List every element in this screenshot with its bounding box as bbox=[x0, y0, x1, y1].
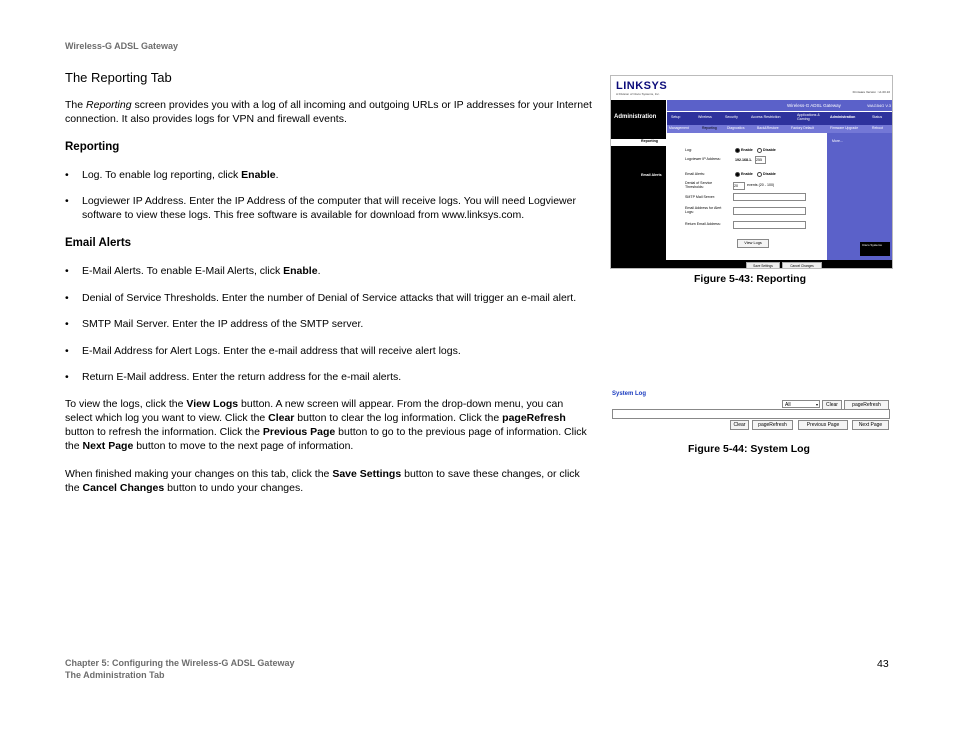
log-label: Log: bbox=[685, 148, 692, 152]
more-link[interactable]: More... bbox=[832, 139, 843, 143]
tab-applications-gaming[interactable]: Applications & Gaming bbox=[797, 113, 820, 121]
dos-hint: events (20 - 100) bbox=[747, 183, 775, 187]
email-disable-label: Disable bbox=[763, 172, 776, 176]
cancel-changes-button[interactable]: Cancel Changes bbox=[782, 262, 822, 269]
tab-administration[interactable]: Administration bbox=[830, 115, 856, 119]
finish-paragraph: When finished making your changes on this tab, click the Save Settings button to save these changes, or click the Cancel Changes button to undo your changes. bbox=[65, 468, 580, 494]
tab-access-restriction[interactable]: Access Restriction bbox=[751, 115, 781, 119]
dos-label: Denial of Service Thresholds: bbox=[685, 181, 713, 189]
subtab-backup-restore[interactable]: Back&Restore bbox=[757, 126, 779, 130]
linksys-logo: LINKSYS bbox=[616, 80, 668, 92]
log-type-select[interactable]: All ▾ bbox=[782, 400, 820, 408]
settings-form bbox=[667, 136, 827, 260]
section-name: Administration bbox=[614, 114, 657, 120]
view-logs-paragraph: To view the logs, click the View Logs button. A new screen will appear. From the drop-down menu, you can select which log you want to view. Click the Clear button to clear the log information. Click the pageRefresh button to refresh the information. Click the Previous Page button to go to the previous page of information. Click the Next Page button to move to the next page of information. bbox=[65, 398, 587, 452]
product-bar bbox=[667, 100, 893, 111]
email-alerts-heading: Email Alerts bbox=[65, 237, 132, 249]
clear-button[interactable]: Clear bbox=[822, 400, 842, 410]
figure-caption: Figure 5-44: System Log bbox=[688, 443, 810, 455]
reporting-section-label: Reporting bbox=[611, 139, 666, 146]
logviewer-prefix: 192.168.1. bbox=[735, 158, 752, 162]
main-tabs bbox=[667, 112, 893, 125]
view-logs-button[interactable]: View Logs bbox=[737, 239, 769, 248]
log-enable-label: Enable bbox=[741, 148, 753, 152]
tab-setup[interactable]: Setup bbox=[671, 115, 681, 119]
page-refresh-button[interactable]: pageRefresh bbox=[752, 420, 793, 430]
help-panel bbox=[827, 133, 893, 260]
log-output-box bbox=[612, 409, 890, 419]
save-settings-button[interactable]: Save Settings bbox=[746, 262, 780, 269]
subtab-reporting[interactable]: Reporting bbox=[702, 126, 717, 130]
subtab-firmware-upgrade[interactable]: Firmware Upgrade bbox=[830, 126, 859, 130]
tab-security[interactable]: Security bbox=[725, 115, 738, 119]
firmware-version: Firmware Version : v1.00.10 bbox=[852, 90, 890, 94]
gateway-model: WAG54G V.3 bbox=[867, 103, 891, 108]
cisco-logo: Cisco Systems bbox=[860, 242, 890, 256]
tab-wireless[interactable]: Wireless bbox=[698, 115, 712, 119]
email-alerts-label: Email Alerts: bbox=[685, 172, 705, 176]
next-page-button[interactable]: Next Page bbox=[852, 420, 889, 430]
log-enable-radio[interactable] bbox=[735, 148, 740, 153]
alert-email-input[interactable] bbox=[733, 207, 806, 215]
alert-email-label: Email Address for Alert Logs: bbox=[685, 206, 722, 214]
subtab-diagnostics[interactable]: Diagnostics bbox=[727, 126, 745, 130]
footer: Chapter 5: Configuring the Wireless-G ADSL Gateway The Administration Tab bbox=[65, 658, 295, 680]
page-number: 43 bbox=[877, 658, 889, 670]
reporting-screenshot bbox=[610, 75, 893, 269]
subtab-reboot[interactable]: Reboot bbox=[872, 126, 883, 130]
log-disable-label: Disable bbox=[763, 148, 776, 152]
subtab-management[interactable]: Management bbox=[669, 126, 689, 130]
action-bar bbox=[611, 260, 893, 269]
logviewer-label: Logviewer IP Address: bbox=[685, 157, 721, 161]
email-enable-radio[interactable] bbox=[735, 172, 740, 177]
reporting-heading: Reporting bbox=[65, 141, 120, 153]
logo-subtitle: A Division of Cisco Systems, Inc. bbox=[616, 92, 660, 96]
dos-threshold-input[interactable]: 20 bbox=[733, 182, 745, 190]
previous-page-button[interactable]: Previous Page bbox=[798, 420, 848, 430]
gateway-name: Wireless-G ADSL Gateway bbox=[787, 103, 841, 108]
router-header bbox=[611, 76, 893, 100]
subtab-factory-default[interactable]: Factory Default bbox=[791, 126, 814, 130]
section-title: The Reporting Tab bbox=[65, 70, 172, 85]
intro-paragraph: The Reporting screen provides you with a log of all incoming and outgoing URLs or IP addresses for your Internet connection. It also provides logs for VPN and firewall events. bbox=[65, 99, 592, 125]
smtp-server-input[interactable] bbox=[733, 193, 806, 201]
chevron-down-icon: ▾ bbox=[815, 402, 818, 407]
smtp-label: SMTP Mail Server: bbox=[685, 195, 716, 199]
running-header: Wireless-G ADSL Gateway bbox=[65, 41, 178, 51]
clear-button[interactable]: Clear bbox=[730, 420, 749, 430]
email-alerts-section-label: Email Alerts bbox=[641, 173, 662, 177]
return-email-label: Return Email Address: bbox=[685, 222, 721, 226]
log-disable-radio[interactable] bbox=[757, 148, 762, 153]
sub-tabs bbox=[667, 125, 893, 133]
left-nav bbox=[611, 100, 666, 269]
system-log-title: System Log bbox=[612, 391, 647, 397]
return-email-input[interactable] bbox=[733, 221, 806, 229]
email-disable-radio[interactable] bbox=[757, 172, 762, 177]
tab-status[interactable]: Status bbox=[872, 115, 883, 119]
figure-caption: Figure 5-43: Reporting bbox=[694, 273, 807, 285]
email-enable-label: Enable bbox=[741, 172, 753, 176]
page-refresh-button[interactable]: pageRefresh bbox=[844, 400, 889, 410]
logviewer-ip-input[interactable]: 255 bbox=[755, 156, 766, 164]
